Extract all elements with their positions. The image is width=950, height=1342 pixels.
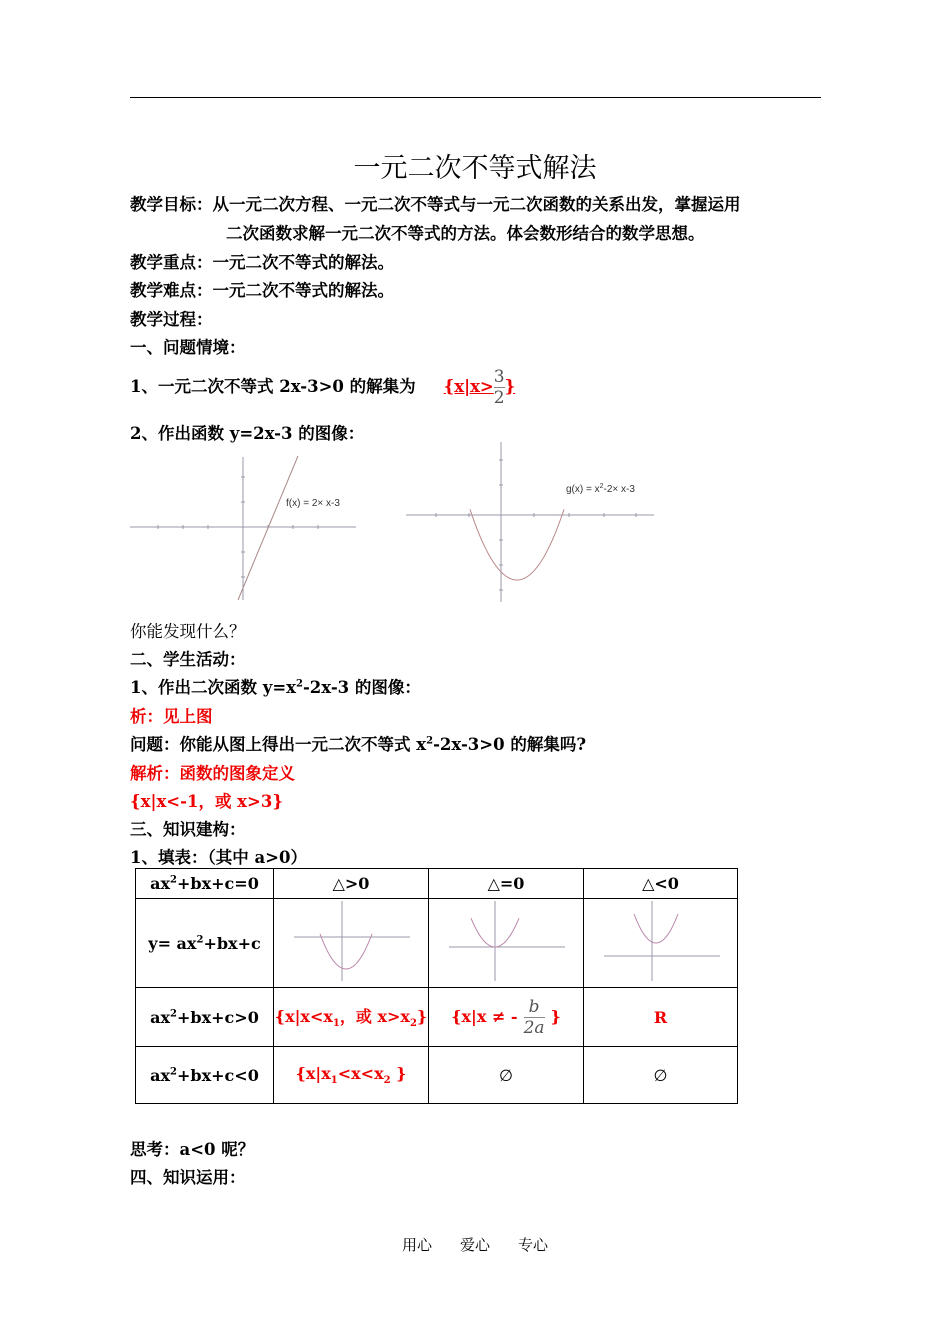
graph-2-label-a: g(x) = x bbox=[566, 484, 600, 495]
table-row bbox=[136, 988, 738, 1047]
table-cell bbox=[274, 899, 429, 988]
difficulty: 教学难点：一元二次不等式的解法。 bbox=[130, 281, 394, 300]
quadratic-function-graph bbox=[404, 440, 656, 604]
section-2-heading: 二、学生活动： bbox=[130, 650, 246, 669]
table-row bbox=[136, 869, 738, 899]
cell-text: {x|x<x bbox=[274, 1007, 333, 1027]
activity-1 bbox=[130, 674, 421, 698]
cell-text: <x<x bbox=[337, 1063, 384, 1083]
table-cell bbox=[274, 1047, 429, 1104]
cell-text: } bbox=[390, 1063, 407, 1083]
cell-text: ，或 x>x bbox=[339, 1007, 410, 1027]
question-1-answer bbox=[416, 367, 574, 408]
table-cell: R bbox=[584, 988, 738, 1047]
table-header-delta-positive: △>0 bbox=[274, 869, 429, 899]
cell-text: } bbox=[550, 1006, 561, 1026]
fraction-denominator: 2a bbox=[523, 1017, 545, 1038]
section-1-heading: 一、问题情境： bbox=[130, 338, 246, 357]
fill-table-heading: 1、填表：（其中 a>0） bbox=[130, 848, 307, 867]
graph-2-label bbox=[566, 483, 635, 495]
goal-label: 教学目标： bbox=[130, 195, 213, 214]
discover-prompt: 你能发现什么？ bbox=[130, 622, 246, 641]
parabola-curve bbox=[470, 509, 564, 580]
table-header-delta-negative: △<0 bbox=[584, 869, 738, 899]
tick-marks bbox=[436, 460, 636, 590]
table-header-delta-zero: △=0 bbox=[429, 869, 584, 899]
empty-set-symbol: ∅ bbox=[584, 1047, 738, 1104]
fraction-denominator: 2 bbox=[493, 388, 505, 408]
graph-2-label-exp: 2 bbox=[599, 483, 604, 490]
cell-text: } bbox=[416, 1007, 428, 1027]
answer-prefix: {x|x> bbox=[443, 377, 494, 396]
question-1 bbox=[130, 362, 573, 412]
question-3-c: -2x-3>0 的解集吗? bbox=[433, 735, 586, 754]
activity-1-c: -2x-3 的图像： bbox=[302, 678, 421, 697]
teaching-goal bbox=[130, 191, 741, 215]
cell-text: +bx+c=0 bbox=[177, 874, 259, 893]
question-2: 2、作出函数 y=2x-3 的图像： bbox=[130, 424, 365, 443]
linear-function-graph bbox=[128, 452, 360, 602]
fraction-numerator: b bbox=[528, 996, 540, 1017]
solution-set: {x|x<-1，或 x>3} bbox=[130, 792, 283, 811]
footer-item: 专心 bbox=[518, 1236, 549, 1254]
cell-text: ax bbox=[150, 874, 171, 893]
graph-one-root bbox=[441, 899, 571, 983]
footer-item: 用心 bbox=[401, 1236, 432, 1254]
graph-two-roots bbox=[286, 899, 416, 983]
graph-2-label-c: -2× x-3 bbox=[603, 484, 635, 495]
fraction-numerator: 3 bbox=[493, 367, 505, 387]
cell-text: {x|x ≠ - bbox=[451, 1006, 518, 1026]
cell-sub: 1 bbox=[332, 1018, 340, 1030]
analysis-2: 解析：函数的图象定义 bbox=[130, 764, 295, 783]
cell-sub: 2 bbox=[383, 1075, 391, 1087]
cell-exp: 2 bbox=[196, 934, 204, 946]
cell-exp: 2 bbox=[170, 874, 178, 886]
empty-set-symbol: ∅ bbox=[429, 1047, 584, 1104]
header-rule bbox=[130, 97, 821, 98]
cell-exp: 2 bbox=[170, 1066, 178, 1078]
parabola-curve bbox=[634, 914, 678, 943]
cell-sub: 1 bbox=[330, 1075, 338, 1087]
graph-no-root bbox=[596, 899, 726, 983]
page-footer bbox=[0, 1234, 950, 1255]
table-cell bbox=[429, 988, 584, 1047]
footer-item: 爱心 bbox=[459, 1236, 490, 1254]
cell-text: +bx+c bbox=[203, 933, 261, 953]
line-2x-3 bbox=[238, 456, 298, 600]
question-3 bbox=[130, 731, 586, 755]
parabola-curve bbox=[320, 934, 372, 969]
section-4-heading: 四、知识运用： bbox=[130, 1168, 246, 1187]
cell-text: y= ax bbox=[148, 933, 197, 953]
analysis-1: 析：见上图 bbox=[130, 707, 213, 726]
table-cell bbox=[136, 869, 274, 899]
cell-exp: 2 bbox=[170, 1008, 178, 1020]
table-cell bbox=[584, 899, 738, 988]
question-1-text: 1、一元二次不等式 2x-3>0 的解集为 bbox=[130, 377, 416, 396]
key-point: 教学重点：一元二次不等式的解法。 bbox=[130, 253, 394, 272]
cell-text: {x|x bbox=[295, 1063, 331, 1083]
page-title: 一元二次不等式解法 bbox=[353, 153, 597, 184]
table-cell bbox=[429, 899, 584, 988]
table-row bbox=[136, 1047, 738, 1104]
table-cell bbox=[136, 1047, 274, 1104]
fraction-3-2 bbox=[494, 367, 505, 408]
cell-text: +bx+c<0 bbox=[177, 1065, 259, 1085]
fraction-b-2a bbox=[524, 997, 545, 1038]
answer-suffix: } bbox=[504, 377, 516, 396]
cell-text: +bx+c>0 bbox=[177, 1007, 259, 1027]
graph-1-label: f(x) = 2× x-3 bbox=[286, 498, 340, 509]
table-cell bbox=[136, 899, 274, 988]
cell-text: ax bbox=[150, 1065, 171, 1085]
table-cell bbox=[136, 988, 274, 1047]
cell-text: ax bbox=[150, 1007, 171, 1027]
table-cell bbox=[274, 988, 429, 1047]
goal-text-2: 二次函数求解一元二次不等式的方法。体会数形结合的数学思想。 bbox=[226, 224, 705, 243]
table-row bbox=[136, 899, 738, 988]
question-3-exp: 2 bbox=[426, 735, 434, 747]
section-3-heading: 三、知识建构： bbox=[130, 820, 246, 839]
think-prompt: 思考：a<0 呢？ bbox=[130, 1140, 255, 1159]
knowledge-table bbox=[135, 868, 738, 1104]
goal-text-1: 从一元二次方程、一元二次不等式与一元二次函数的关系出发，掌握运用 bbox=[212, 195, 741, 214]
cell-sub: 2 bbox=[409, 1018, 417, 1030]
process-heading: 教学过程： bbox=[130, 310, 213, 329]
activity-1-exp: 2 bbox=[295, 678, 303, 690]
question-3-a: 问题：你能从图上得出一元二次不等式 x bbox=[130, 735, 427, 754]
activity-1-a: 1、作出二次函数 y=x bbox=[130, 678, 296, 697]
